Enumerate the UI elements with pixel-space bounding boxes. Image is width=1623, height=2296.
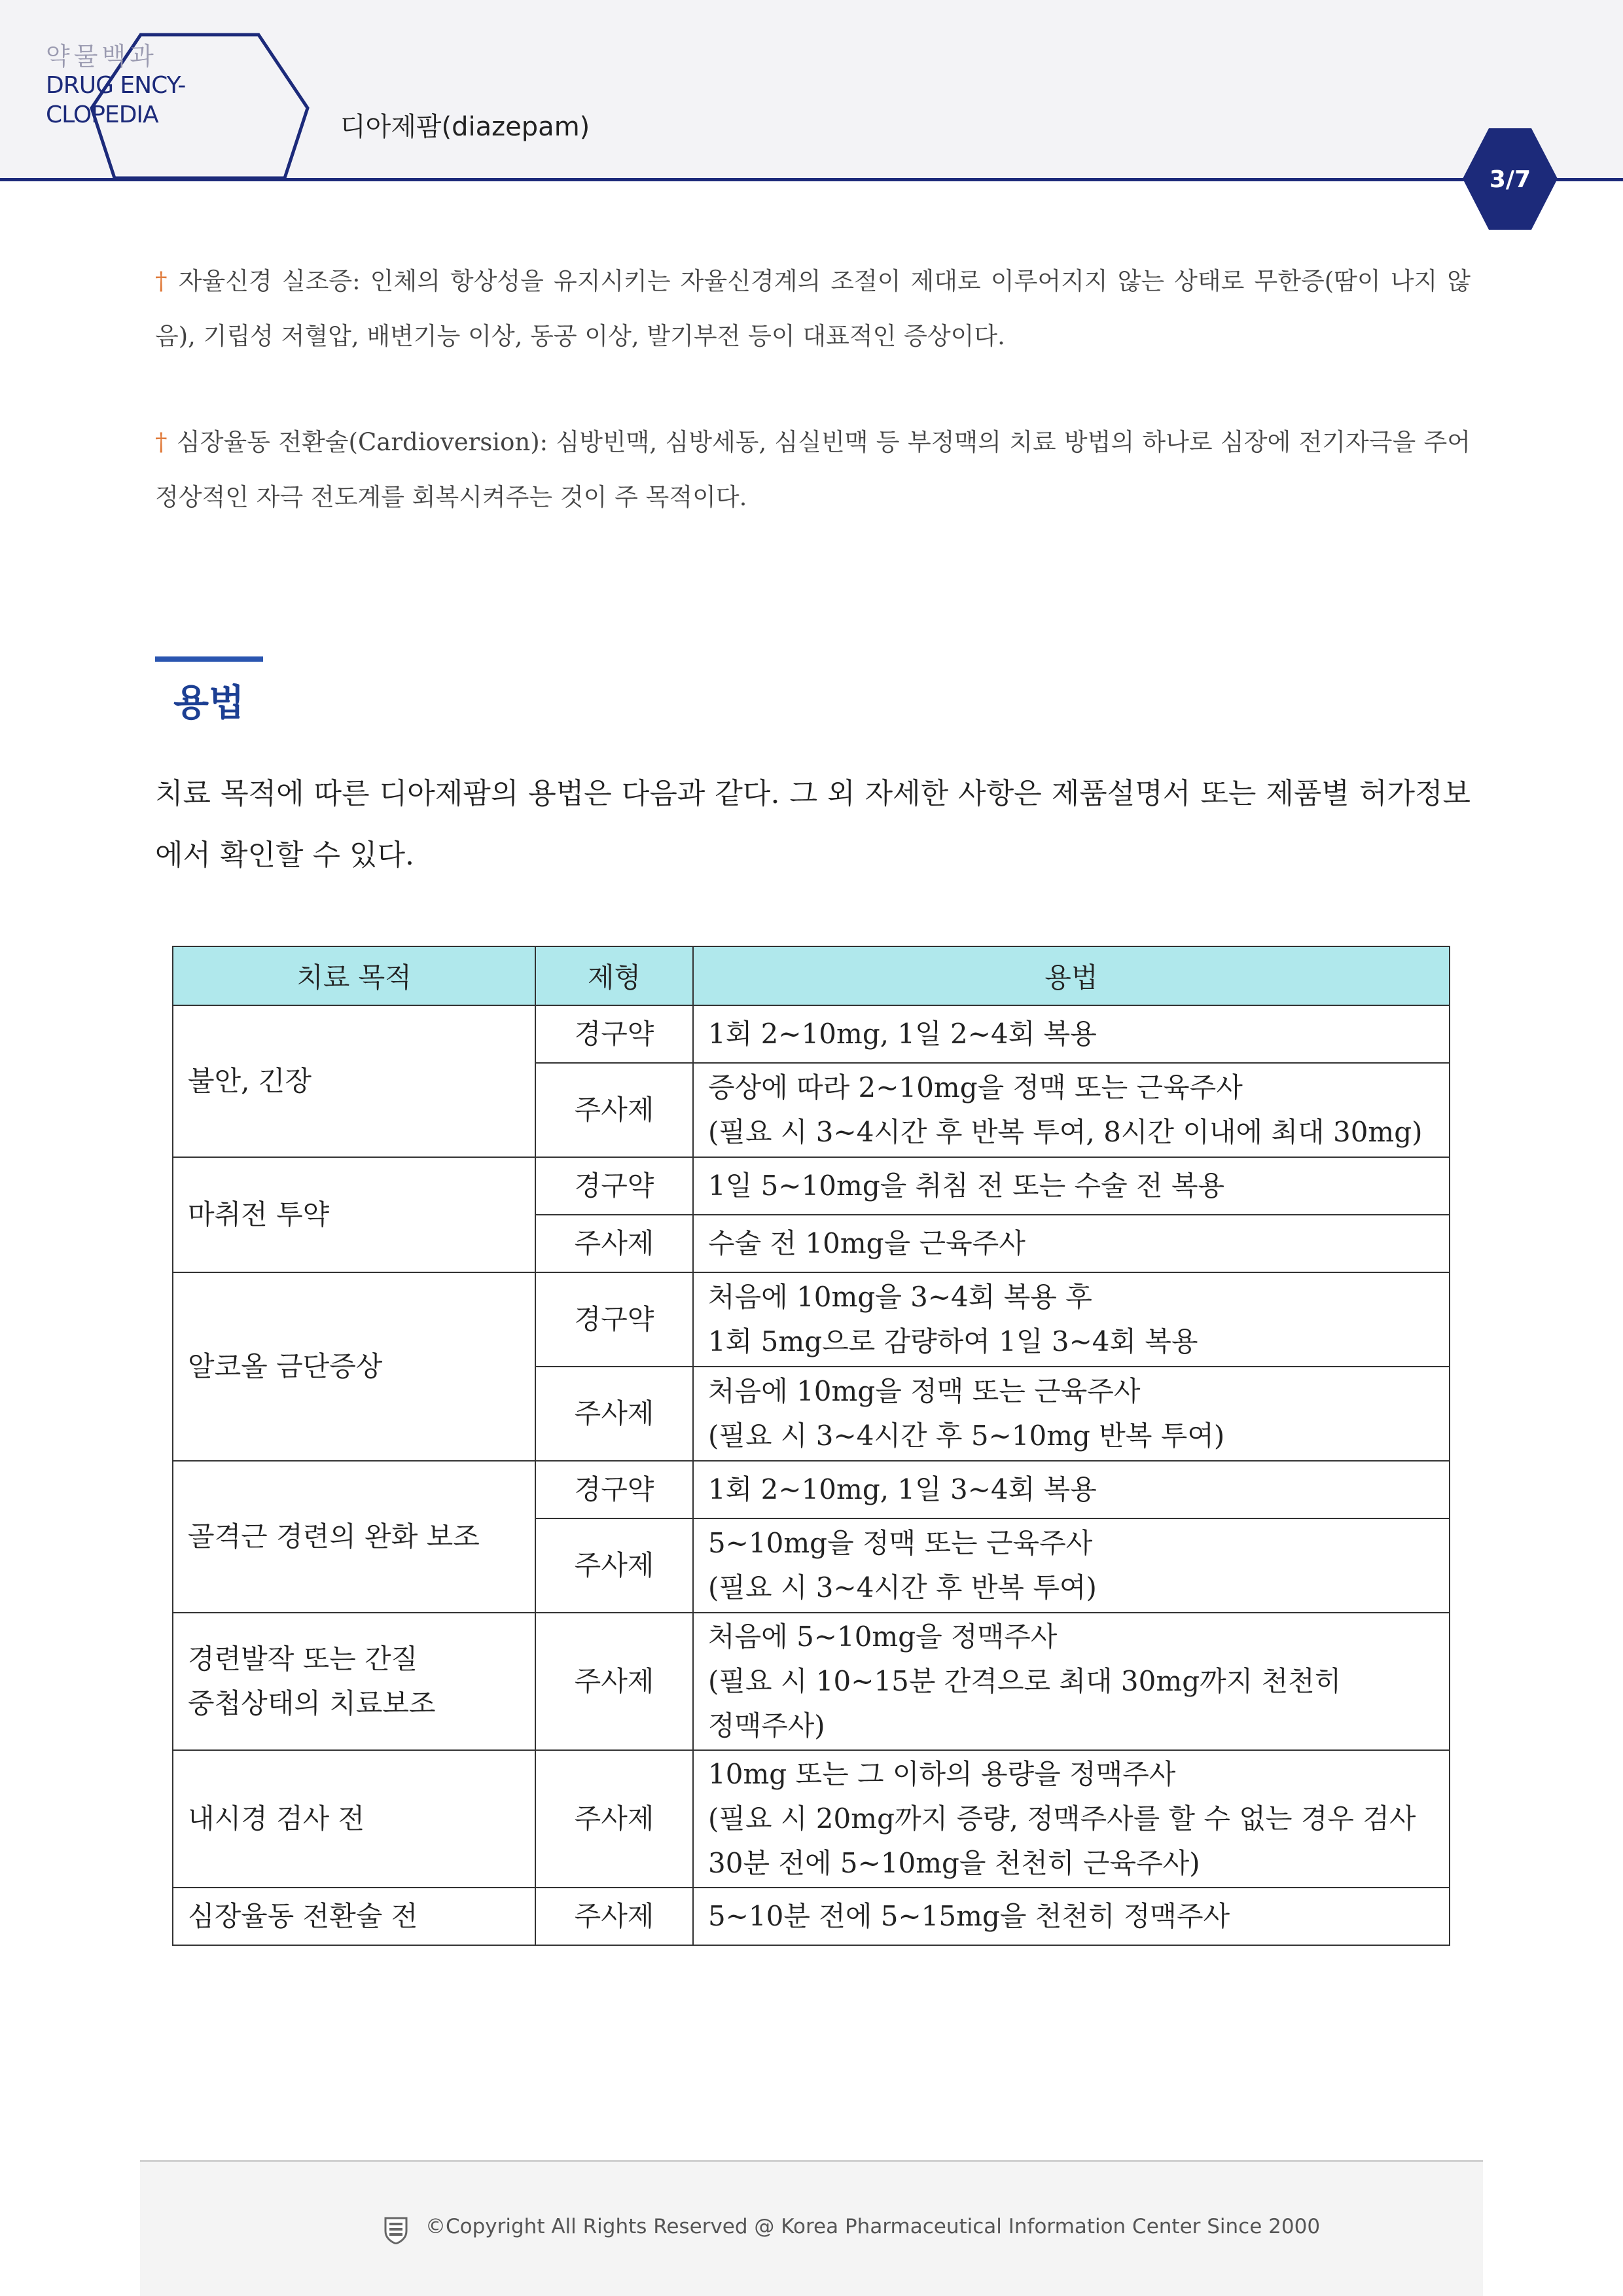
form-cell: 주사제 [535, 1888, 693, 1945]
purpose-line: 경련발작 또는 간질 [188, 1643, 418, 1675]
document-title: 디아제팜(diazepam) [340, 112, 590, 142]
table-header-row [173, 946, 1450, 1005]
usage-cell [693, 1272, 1450, 1367]
table-row [173, 1888, 1450, 1945]
form-cell: 경구약 [535, 1005, 693, 1063]
usage-line: 1회 2~10mg, 1일 3~4회 복용 [708, 1473, 1097, 1505]
section-accent-bar [155, 656, 263, 662]
logo-korean: 약물백과 [46, 42, 158, 71]
table-row [173, 1005, 1450, 1063]
form-cell: 주사제 [535, 1367, 693, 1461]
form-cell: 주사제 [535, 1518, 693, 1613]
header-purpose: 치료 목적 [173, 946, 535, 1005]
usage-line: (필요 시 3~4시간 후 5~10mg 반복 투여) [708, 1420, 1225, 1452]
form-cell: 경구약 [535, 1461, 693, 1518]
purpose-cell: 내시경 검사 전 [173, 1750, 535, 1888]
usage-line: (필요 시 3~4시간 후 반복 투여) [708, 1571, 1097, 1604]
footnote-text: 자율신경 실조증: 인체의 항상성을 유지시키는 자율신경계의 조절이 제대로 이루어지지 않는 상태로 무한증(땀이 나지 않음), 기립성 저혈압, 배변기능 이상, 동공 이상, 발기부전 등이 대표적인 증상이다. [155, 267, 1471, 350]
footnote-text: 심장율동 전환술(Cardioversion): 심방빈맥, 심방세동, 심실빈맥 등 부정맥의 치료 방법의 하나로 심장에 전기자극을 주어 정상적인 자극 전도계를 회복시켜주는 것이 주 목적이다. [155, 428, 1471, 511]
usage-line: (필요 시 10~15분 간격으로 최대 30mg까지 천천히 [708, 1665, 1342, 1697]
table-row [173, 1461, 1450, 1518]
logo-english-line1: DRUG ENCY- [46, 72, 186, 99]
usage-cell [693, 1215, 1450, 1272]
header-usage: 용법 [693, 946, 1450, 1005]
form-cell: 주사제 [535, 1215, 693, 1272]
purpose-cell: 심장율동 전환술 전 [173, 1888, 535, 1945]
usage-line: (필요 시 3~4시간 후 반복 투여, 8시간 이내에 최대 30mg) [708, 1116, 1423, 1148]
section-intro: 치료 목적에 따른 디아제팜의 용법은 다음과 같다. 그 외 자세한 사항은 제품설명서 또는 제품별 허가정보에서 확인할 수 있다. [155, 777, 1471, 872]
usage-cell [693, 1888, 1450, 1945]
table-row [173, 1613, 1450, 1750]
purpose-cell: 알코올 금단증상 [173, 1272, 535, 1461]
purpose-cell: 마취전 투약 [173, 1157, 535, 1272]
usage-cell [693, 1461, 1450, 1518]
dosage-table [172, 946, 1450, 1946]
footnote-cardioversion [155, 415, 1471, 525]
usage-line: (필요 시 20mg까지 증량, 정맥주사를 할 수 없는 경우 검사 [708, 1803, 1416, 1835]
form-cell: 주사제 [535, 1613, 693, 1750]
usage-cell [693, 1367, 1450, 1461]
usage-line: 정맥주사) [708, 1710, 825, 1742]
usage-line: 증상에 따라 2~10mg을 정맥 또는 근육주사 [708, 1071, 1243, 1103]
table-row [173, 1750, 1450, 1888]
copyright-text: ©Copyright All Rights Reserved @ Korea Pharmaceutical Information Center Since 2000 [425, 2215, 1321, 2238]
form-cell: 주사제 [535, 1750, 693, 1888]
form-cell: 주사제 [535, 1063, 693, 1157]
usage-line: 수술 전 10mg을 근육주사 [708, 1227, 1026, 1259]
logo-english-line2: CLOPEDIA [46, 101, 158, 128]
footnote-autonomic [155, 254, 1471, 364]
usage-line: 10mg 또는 그 이하의 용량을 정맥주사 [708, 1758, 1176, 1790]
purpose-cell: 불안, 긴장 [173, 1005, 535, 1157]
usage-line: 1회 5mg으로 감량하여 1일 3~4회 복용 [708, 1325, 1198, 1357]
dagger-marker: † [155, 428, 168, 456]
usage-cell [693, 1063, 1450, 1157]
form-cell: 경구약 [535, 1157, 693, 1215]
page-number: 3/7 [1489, 166, 1531, 193]
section-title: 용법 [173, 682, 245, 725]
usage-line: 1회 2~10mg, 1일 2~4회 복용 [708, 1018, 1097, 1050]
usage-line: 5~10분 전에 5~15mg을 천천히 정맥주사 [708, 1900, 1230, 1932]
usage-line: 1일 5~10mg을 취침 전 또는 수술 전 복용 [708, 1170, 1225, 1202]
dagger-marker: † [155, 267, 169, 295]
usage-cell [693, 1518, 1450, 1613]
purpose-cell: 골격근 경련의 완화 보조 [173, 1461, 535, 1613]
usage-cell [693, 1750, 1450, 1888]
purpose-line: 중첩상태의 치료보조 [188, 1687, 436, 1719]
table-row [173, 1272, 1450, 1367]
usage-line: 5~10mg을 정맥 또는 근육주사 [708, 1527, 1093, 1559]
shield-icon [383, 2215, 409, 2244]
form-cell: 경구약 [535, 1272, 693, 1367]
usage-line: 처음에 10mg을 정맥 또는 근육주사 [708, 1375, 1141, 1407]
usage-line: 처음에 5~10mg을 정맥주사 [708, 1621, 1058, 1653]
usage-line: 30분 전에 5~10mg을 천천히 근육주사) [708, 1847, 1200, 1879]
table-row [173, 1157, 1450, 1215]
usage-cell [693, 1005, 1450, 1063]
usage-line: 처음에 10mg을 3~4회 복용 후 [708, 1281, 1092, 1313]
usage-cell [693, 1157, 1450, 1215]
header-form: 제형 [535, 946, 693, 1005]
purpose-cell [173, 1613, 535, 1750]
usage-cell [693, 1613, 1450, 1750]
